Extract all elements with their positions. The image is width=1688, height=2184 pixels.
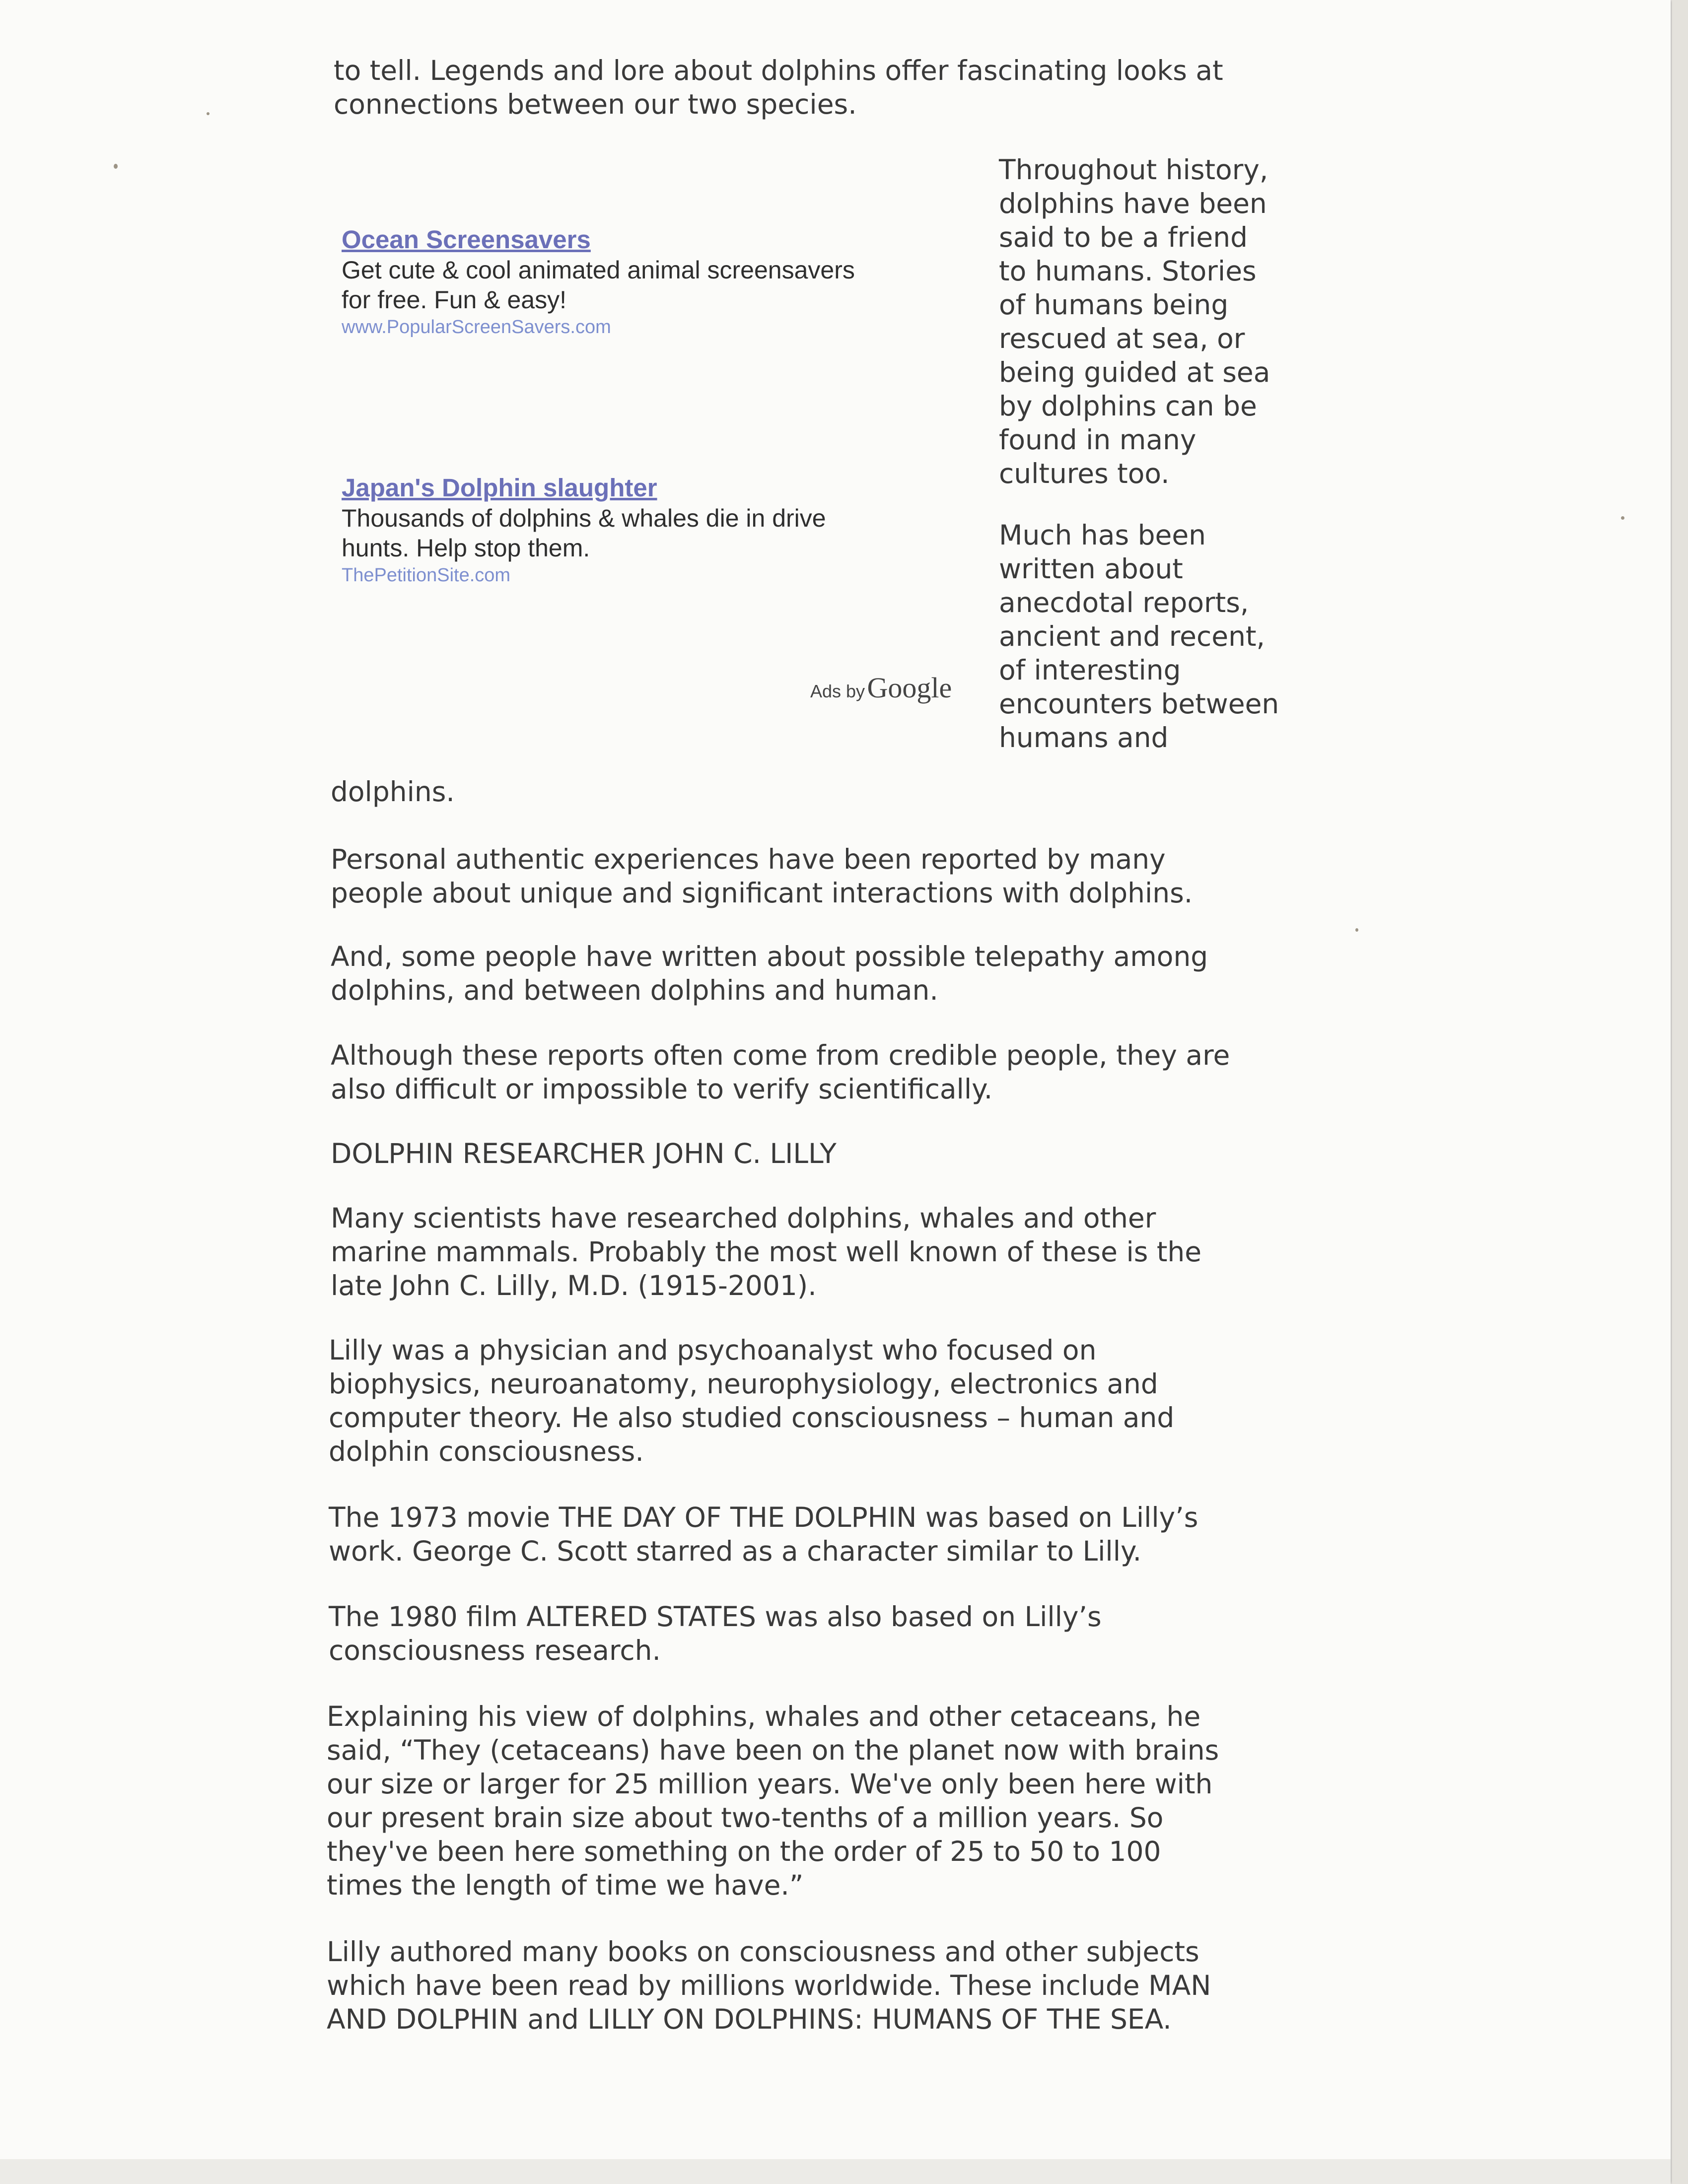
ads-by-label: Ads by — [810, 681, 865, 701]
side-column — [999, 153, 1317, 782]
ad-url-link[interactable]: www.PopularScreenSavers.com — [342, 317, 611, 338]
continuation-text: dolphins. — [331, 776, 455, 808]
side-paragraph-anecdotes: Much has been written about anecdotal reports, ancient and recent, of interesting encounters between humans and — [999, 519, 1279, 753]
page-edge-shadow — [1672, 0, 1688, 2184]
ad-title-link[interactable]: Ocean Screensavers — [342, 225, 591, 254]
paragraph-altered-states: The 1980 film ALTERED STATES was also based on Lilly’s consciousness research. — [329, 1601, 1102, 1666]
google-logo: Google — [867, 672, 952, 704]
scan-speck — [114, 164, 118, 169]
paragraph-verification: Although these reports often come from credible people, they are also difficult or impossible to verify scientifically. — [331, 1039, 1230, 1105]
ad-description: Thousands of dolphins & whales die in drive hunts. Help stop them. — [342, 504, 826, 562]
scan-speck — [1621, 516, 1624, 520]
paragraph-quote: Explaining his view of dolphins, whales and other cetaceans, he said, “They (cetaceans) have been on the planet now with brains our size or larger for 25 million years. We've only been here with our present brain size about two-tenths of a million years. So they've been here something on the order of 25 to 50 to 100 times the length of time we have.” — [327, 1701, 1219, 1901]
ads-by-google[interactable] — [810, 671, 952, 704]
ad-ocean-screensavers[interactable] — [342, 224, 977, 340]
section-heading: DOLPHIN RESEARCHER JOHN C. LILLY — [331, 1138, 837, 1169]
scan-speck — [207, 112, 210, 115]
paragraph-telepathy: And, some people have written about possible telepathy among dolphins, and between dolphins and human. — [331, 941, 1208, 1006]
ad-url-link[interactable]: ThePetitionSite.com — [342, 565, 511, 586]
ad-description: Get cute & cool animated animal screensavers for free. Fun & easy! — [342, 256, 855, 314]
paragraph-movie: The 1973 movie THE DAY OF THE DOLPHIN was based on Lilly’s work. George C. Scott starred as a character similar to Lilly. — [329, 1502, 1198, 1567]
intro-paragraph: to tell. Legends and lore about dolphins offer fascinating looks at connections between our two species. — [334, 55, 1223, 120]
paragraph-lilly-background: Lilly was a physician and psychoanalyst who focused on biophysics, neuroanatomy, neurophysiology, electronics and computer theory. He also studied consciousness – human and dolphin consciousness. — [329, 1334, 1175, 1467]
ad-dolphin-slaughter[interactable] — [342, 473, 977, 588]
paragraph-experiences: Personal authentic experiences have been reported by many people about unique and significant interactions with dolphins. — [331, 843, 1193, 909]
paragraph-books: Lilly authored many books on consciousness and other subjects which have been read by millions worldwide. These include MAN AND DOLPHIN and LILLY ON DOLPHINS: HUMANS OF THE SEA. — [327, 1936, 1211, 2035]
scan-speck — [1355, 928, 1358, 932]
ad-title-link[interactable]: Japan's Dolphin slaughter — [342, 474, 657, 502]
page-bottom-edge — [0, 2159, 1671, 2184]
side-paragraph-history: Throughout history, dolphins have been said to be a friend to humans. Stories of humans being rescued at sea, or being guided at sea by dolphins can be found in many cultures too. — [999, 154, 1270, 489]
paragraph-scientists: Many scientists have researched dolphins, whales and other marine mammals. Probably the most well known of these is the late John C. Lilly, M.D. (1915-2001). — [331, 1202, 1202, 1301]
